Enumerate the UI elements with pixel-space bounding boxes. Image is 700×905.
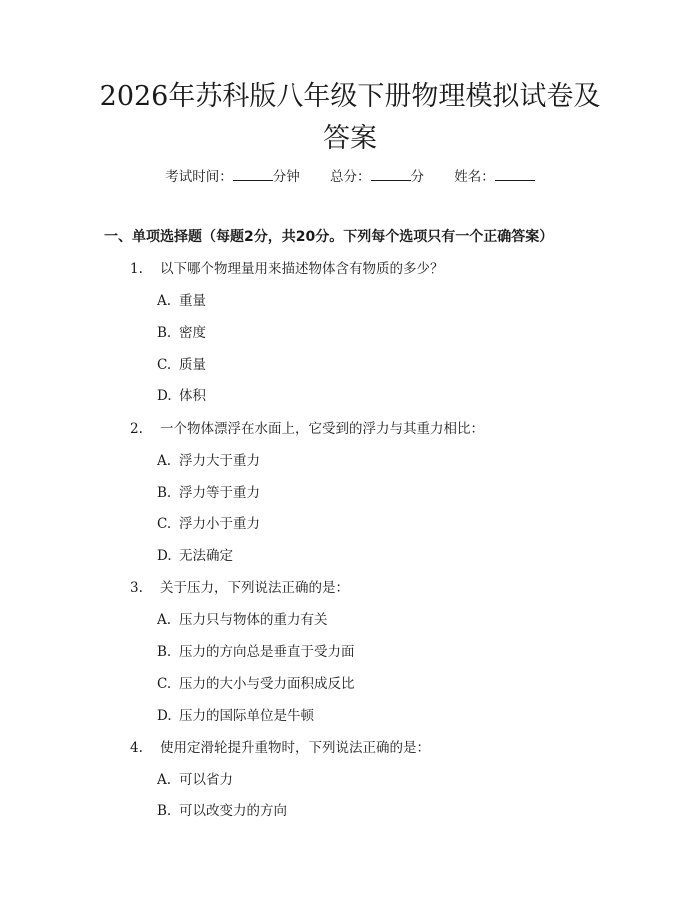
option-letter: B. xyxy=(157,803,172,819)
option-text: 可以改变力的方向 xyxy=(179,803,287,819)
question-4-option-a xyxy=(157,770,233,790)
total-score-blank xyxy=(371,168,411,181)
option-letter: D. xyxy=(157,708,172,724)
option-letter: D. xyxy=(157,548,172,564)
exam-time-blank xyxy=(233,168,273,181)
total-score-label: 总分： xyxy=(330,169,371,185)
page-title: 2026年苏科版八年级下册物理模拟试卷及答案 xyxy=(99,81,601,154)
question-text: 以下哪个物理量用来描述物体含有物质的多少？ xyxy=(160,261,444,277)
option-text: 体积 xyxy=(179,388,206,404)
option-text: 可以省力 xyxy=(179,772,233,788)
option-text: 浮力小于重力 xyxy=(179,516,260,532)
question-text: 关于压力，下列说法正确的是： xyxy=(160,580,349,596)
option-letter: A. xyxy=(157,453,172,469)
exam-time-label: 考试时间： xyxy=(165,169,233,185)
question-3-option-d xyxy=(157,706,314,726)
question-1-option-b xyxy=(157,323,206,343)
section-heading: 一、单项选择题（每题2分，共20分。下列每个选项只有一个正确答案） xyxy=(104,229,554,245)
option-letter: A. xyxy=(157,293,172,309)
option-text: 压力只与物体的重力有关 xyxy=(179,612,328,628)
option-text: 浮力大于重力 xyxy=(179,453,260,469)
option-letter: D. xyxy=(157,388,172,404)
question-2-option-d xyxy=(157,546,233,566)
option-letter: C. xyxy=(157,516,172,532)
student-name-field xyxy=(454,167,535,187)
exam-time-unit: 分钟 xyxy=(272,169,300,185)
total-score-field xyxy=(330,167,424,187)
exam-time-field xyxy=(165,167,300,187)
option-letter: B. xyxy=(157,644,172,660)
question-4-option-b xyxy=(157,801,287,821)
option-letter: B. xyxy=(157,485,172,501)
option-text: 密度 xyxy=(179,325,206,341)
option-text: 压力的大小与受力面积成反比 xyxy=(179,676,355,692)
question-3-option-b xyxy=(157,642,355,662)
question-2-option-a xyxy=(157,451,260,471)
option-letter: A. xyxy=(157,612,172,628)
total-score-unit: 分 xyxy=(410,169,424,185)
option-text: 浮力等于重力 xyxy=(179,485,260,501)
option-text: 重量 xyxy=(179,293,206,309)
student-name-blank xyxy=(495,168,535,181)
question-number: 4. xyxy=(130,740,143,756)
exam-info-line xyxy=(0,167,700,187)
option-letter: C. xyxy=(157,357,172,373)
question-1 xyxy=(130,259,444,279)
question-1-option-d xyxy=(157,386,206,406)
option-letter: A. xyxy=(157,772,172,788)
student-name-label: 姓名： xyxy=(454,169,495,185)
option-text: 无法确定 xyxy=(179,548,233,564)
question-2-option-b xyxy=(157,483,260,503)
question-number: 1. xyxy=(130,261,143,277)
question-number: 2. xyxy=(130,421,143,437)
question-2 xyxy=(130,419,484,439)
question-3 xyxy=(130,578,349,598)
option-text: 压力的方向总是垂直于受力面 xyxy=(179,644,355,660)
question-2-option-c xyxy=(157,514,260,534)
question-3-option-a xyxy=(157,610,328,630)
option-letter: B. xyxy=(157,325,172,341)
question-3-option-c xyxy=(157,674,355,694)
question-text: 使用定滑轮提升重物时，下列说法正确的是： xyxy=(160,740,430,756)
question-4 xyxy=(130,738,430,758)
question-1-option-a xyxy=(157,291,206,311)
question-1-option-c xyxy=(157,355,206,375)
option-letter: C. xyxy=(157,676,172,692)
question-number: 3. xyxy=(130,580,143,596)
option-text: 质量 xyxy=(179,357,206,373)
question-text: 一个物体漂浮在水面上，它受到的浮力与其重力相比： xyxy=(160,421,484,437)
option-text: 压力的国际单位是牛顿 xyxy=(179,708,314,724)
